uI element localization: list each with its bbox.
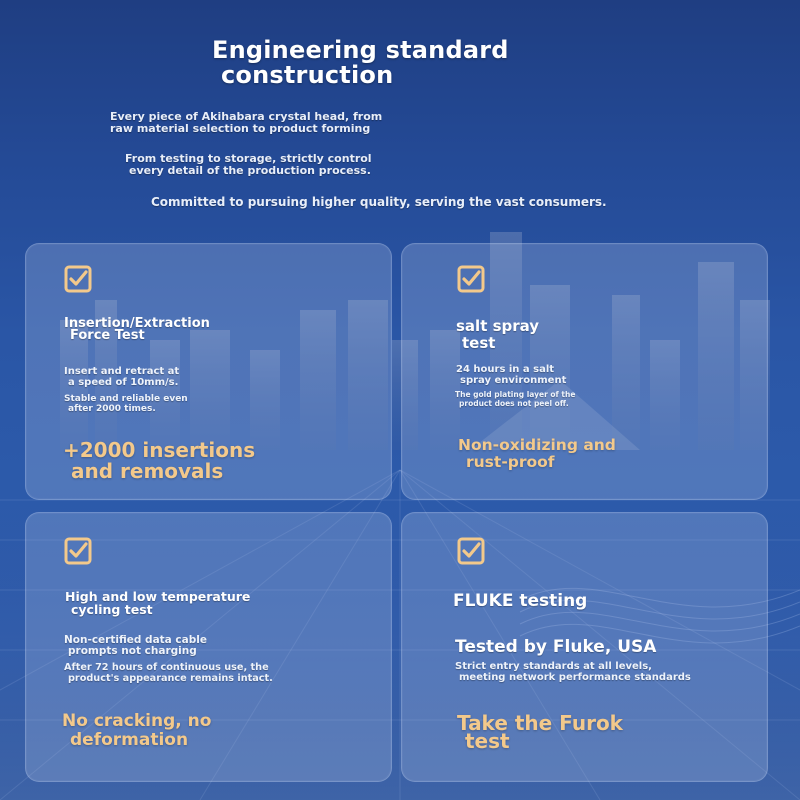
- card-description-1: [456, 364, 566, 386]
- page-header: [0, 0, 800, 230]
- card-title-line1: Insertion/Extraction: [64, 316, 210, 331]
- card-highlight-line1: Take the Furok: [457, 711, 623, 735]
- card-title-line2: cycling test: [71, 602, 153, 617]
- card-highlight: [63, 440, 255, 482]
- card-subtitle: Tested by Fluke, USA: [455, 637, 657, 657]
- checkbox-checked-icon: [64, 265, 92, 293]
- card-description-1: [64, 366, 179, 388]
- card-highlight-line2: deformation: [70, 730, 189, 750]
- intro1-line2: raw material selection to product forming: [110, 122, 371, 135]
- card-highlight: [458, 437, 616, 471]
- card-highlight-line2: rust-proof: [466, 453, 555, 471]
- card-title-line2: Force Test: [70, 328, 145, 343]
- intro-paragraph-3: Committed to pursuing higher quality, serving the vast consumers.: [151, 195, 607, 209]
- intro1-line1: Every piece of Akihabara crystal head, from: [110, 110, 383, 123]
- card-desc1-line2: spray environment: [460, 375, 567, 386]
- card-title: [456, 318, 539, 352]
- card-title: [64, 318, 210, 342]
- checkbox-checked-icon: [64, 537, 92, 565]
- card-desc2-line2: product's appearance remains intact.: [68, 673, 273, 684]
- test-card-temperature: [25, 512, 392, 782]
- card-highlight-line1: No cracking, no: [62, 711, 212, 731]
- intro-paragraph-1: [110, 111, 410, 135]
- card-highlight-line2: and removals: [71, 459, 224, 483]
- page-title: [212, 38, 552, 88]
- page-title-line2: construction: [221, 61, 394, 89]
- card-description-2: [64, 394, 188, 414]
- test-card-salt-spray: [401, 243, 768, 500]
- card-highlight: [457, 711, 623, 753]
- card-desc1-line1: 24 hours in a salt: [456, 364, 555, 375]
- card-description-2: [64, 662, 273, 684]
- card-desc1-line1: Non-certified data cable: [64, 634, 207, 646]
- card-desc2-line2: product does not peel off.: [459, 399, 569, 408]
- intro-paragraph-2: [125, 153, 405, 177]
- card-highlight-line1: +2000 insertions: [63, 438, 256, 462]
- card-desc1-line1: Insert and retract at: [64, 366, 180, 377]
- test-card-insertion: [25, 243, 392, 500]
- intro2-line1: From testing to storage, strictly control: [125, 152, 372, 165]
- card-title-line2: test: [462, 334, 496, 352]
- card-description-1: [64, 635, 207, 657]
- card-desc1-line2: prompts not charging: [68, 645, 197, 657]
- card-desc-line2: meeting network performance standards: [459, 672, 691, 683]
- card-desc-line1: Strict entry standards at all levels,: [455, 661, 652, 672]
- card-description-2: [455, 390, 575, 408]
- card-title-line1: High and low temperature: [65, 589, 251, 604]
- page-title-line1: Engineering standard: [212, 36, 509, 64]
- card-desc1-line2: a speed of 10mm/s.: [68, 377, 179, 388]
- card-description: [455, 661, 691, 683]
- intro2-line2: every detail of the production process.: [129, 164, 371, 177]
- card-desc2-line1: The gold plating layer of the: [455, 390, 576, 399]
- checkbox-checked-icon: [457, 537, 485, 565]
- card-title: FLUKE testing: [453, 591, 588, 611]
- card-highlight: [62, 712, 211, 750]
- card-highlight-line2: test: [465, 729, 510, 753]
- card-highlight-line1: Non-oxidizing and: [458, 436, 616, 454]
- card-desc2-line1: Stable and reliable even: [64, 394, 188, 404]
- test-card-fluke: [401, 512, 768, 782]
- checkbox-checked-icon: [457, 265, 485, 293]
- card-title-line1: salt spray: [456, 317, 540, 335]
- card-desc2-line2: after 2000 times.: [68, 404, 156, 414]
- card-title: [65, 590, 250, 616]
- card-desc2-line1: After 72 hours of continuous use, the: [64, 662, 269, 673]
